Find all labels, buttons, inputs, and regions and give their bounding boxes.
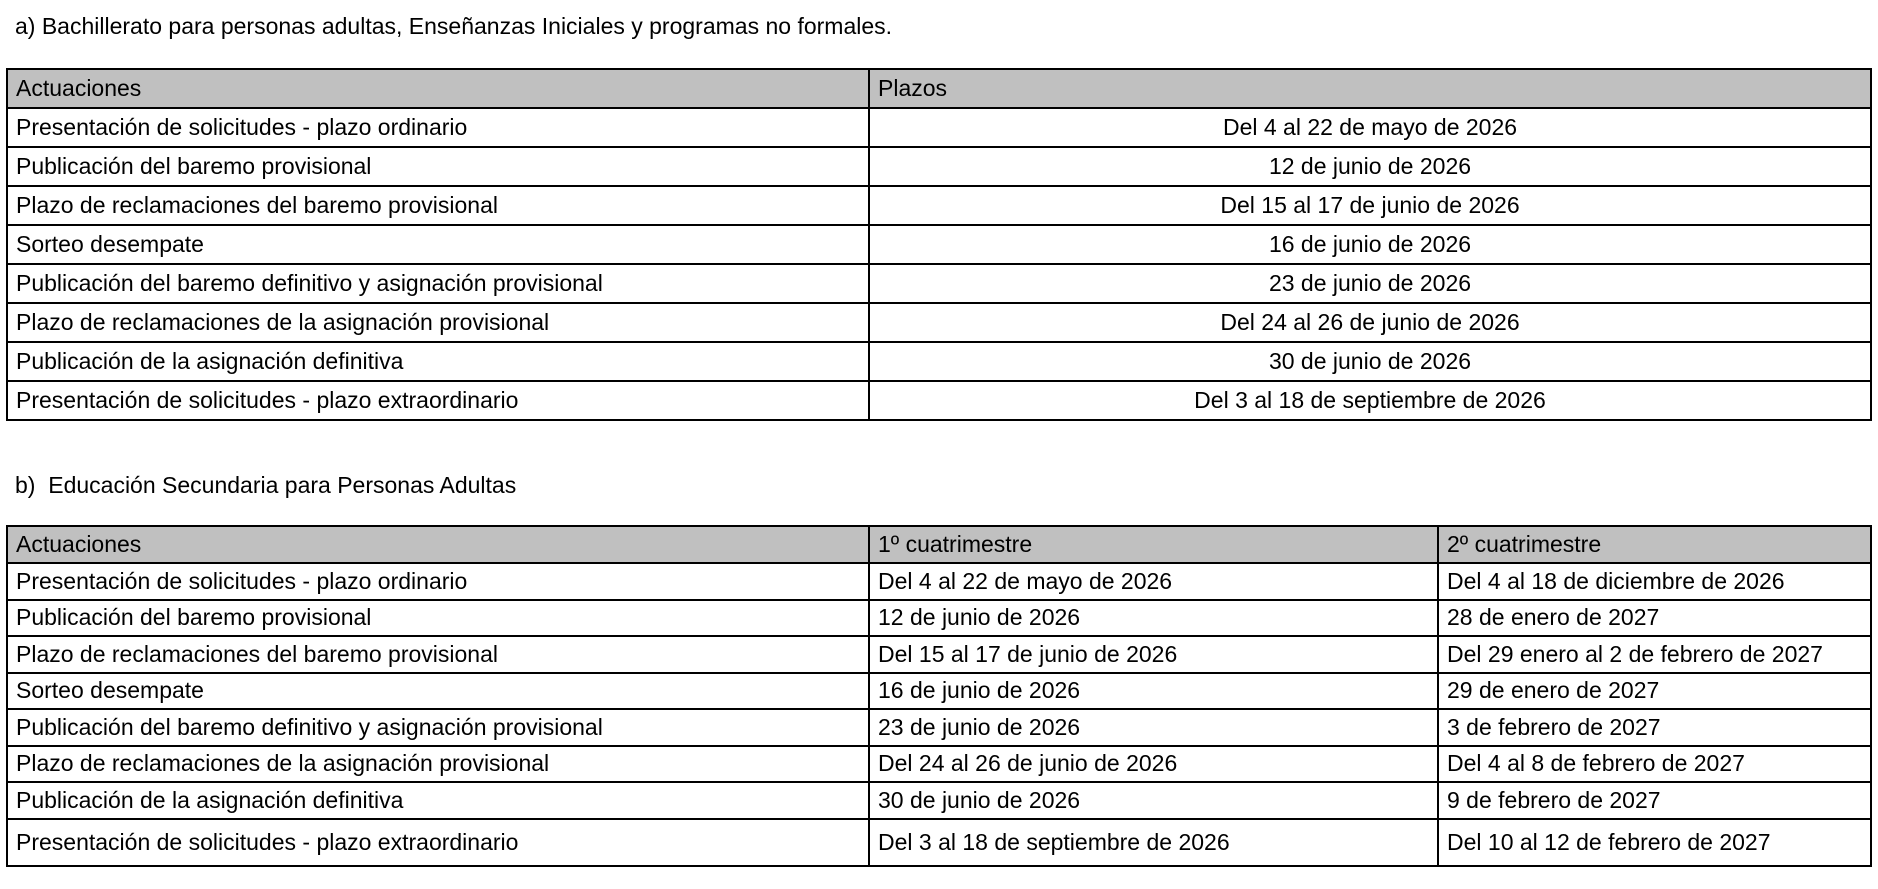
section-a-title: a) Bachillerato para personas adultas, Enseñanzas Iniciales y programas no formales.: [15, 13, 893, 39]
actuacion-cell: Presentación de solicitudes - plazo ordinario: [7, 563, 869, 600]
actuacion-cell: Presentación de solicitudes - plazo extraordinario: [7, 381, 869, 420]
table-row: [7, 636, 1871, 673]
cuatrimestre-2-cell: Del 10 al 12 de febrero de 2027: [1438, 819, 1871, 866]
plazo-cell: 23 de junio de 2026: [869, 264, 1871, 303]
cuatrimestre-2-cell: 9 de febrero de 2027: [1438, 782, 1871, 819]
column-header-plazos: Plazos: [869, 69, 1871, 108]
cuatrimestre-2-cell: 3 de febrero de 2027: [1438, 709, 1871, 746]
column-header-1-cuatrimestre: 1º cuatrimestre: [869, 526, 1438, 563]
section-b-title: b) Educación Secundaria para Personas Adultas: [15, 472, 517, 498]
cuatrimestre-1-cell: Del 24 al 26 de junio de 2026: [869, 746, 1438, 783]
plazo-cell: Del 3 al 18 de septiembre de 2026: [869, 381, 1871, 420]
column-header-2-cuatrimestre: 2º cuatrimestre: [1438, 526, 1871, 563]
actuacion-cell: Sorteo desempate: [7, 673, 869, 710]
cuatrimestre-1-cell: 30 de junio de 2026: [869, 782, 1438, 819]
table-row: [7, 381, 1871, 420]
table-row: [7, 225, 1871, 264]
actuacion-cell: Presentación de solicitudes - plazo extraordinario: [7, 819, 869, 866]
plazo-cell: Del 4 al 22 de mayo de 2026: [869, 108, 1871, 147]
cuatrimestre-2-cell: 28 de enero de 2027: [1438, 600, 1871, 637]
actuacion-cell: Publicación del baremo provisional: [7, 600, 869, 637]
table-row: [7, 782, 1871, 819]
cuatrimestre-1-cell: 12 de junio de 2026: [869, 600, 1438, 637]
cuatrimestre-1-cell: Del 15 al 17 de junio de 2026: [869, 636, 1438, 673]
actuacion-cell: Plazo de reclamaciones del baremo provisional: [7, 636, 869, 673]
cuatrimestre-1-cell: Del 4 al 22 de mayo de 2026: [869, 563, 1438, 600]
cuatrimestre-1-cell: 23 de junio de 2026: [869, 709, 1438, 746]
table-row: [7, 108, 1871, 147]
table-row: [7, 186, 1871, 225]
actuacion-cell: Plazo de reclamaciones de la asignación provisional: [7, 746, 869, 783]
table-row: [7, 819, 1871, 866]
table-row: [7, 673, 1871, 710]
actuacion-cell: Presentación de solicitudes - plazo ordinario: [7, 108, 869, 147]
cuatrimestre-2-cell: Del 4 al 18 de diciembre de 2026: [1438, 563, 1871, 600]
actuacion-cell: Publicación de la asignación definitiva: [7, 782, 869, 819]
actuacion-cell: Publicación de la asignación definitiva: [7, 342, 869, 381]
plazo-cell: Del 15 al 17 de junio de 2026: [869, 186, 1871, 225]
actuacion-cell: Plazo de reclamaciones de la asignación provisional: [7, 303, 869, 342]
table-header-row: [7, 526, 1871, 563]
column-header-actuaciones: Actuaciones: [7, 69, 869, 108]
table-row: [7, 709, 1871, 746]
table-row: [7, 563, 1871, 600]
plazo-cell: 12 de junio de 2026: [869, 147, 1871, 186]
cuatrimestre-2-cell: 29 de enero de 2027: [1438, 673, 1871, 710]
table-row: [7, 600, 1871, 637]
plazo-cell: 30 de junio de 2026: [869, 342, 1871, 381]
table-row: [7, 303, 1871, 342]
cuatrimestre-2-cell: Del 4 al 8 de febrero de 2027: [1438, 746, 1871, 783]
actuacion-cell: Sorteo desempate: [7, 225, 869, 264]
plazo-cell: Del 24 al 26 de junio de 2026: [869, 303, 1871, 342]
actuacion-cell: Plazo de reclamaciones del baremo provisional: [7, 186, 869, 225]
cuatrimestre-1-cell: 16 de junio de 2026: [869, 673, 1438, 710]
actuacion-cell: Publicación del baremo provisional: [7, 147, 869, 186]
table-row: [7, 342, 1871, 381]
cuatrimestre-2-cell: Del 29 enero al 2 de febrero de 2027: [1438, 636, 1871, 673]
table-row: [7, 746, 1871, 783]
cuatrimestre-1-cell: Del 3 al 18 de septiembre de 2026: [869, 819, 1438, 866]
table-bachillerato-plazos: [6, 68, 1872, 421]
actuacion-cell: Publicación del baremo definitivo y asignación provisional: [7, 709, 869, 746]
table-row: [7, 147, 1871, 186]
plazo-cell: 16 de junio de 2026: [869, 225, 1871, 264]
column-header-actuaciones: Actuaciones: [7, 526, 869, 563]
actuacion-cell: Publicación del baremo definitivo y asignación provisional: [7, 264, 869, 303]
table-row: [7, 264, 1871, 303]
table-secundaria-plazos: [6, 525, 1872, 867]
table-header-row: [7, 69, 1871, 108]
